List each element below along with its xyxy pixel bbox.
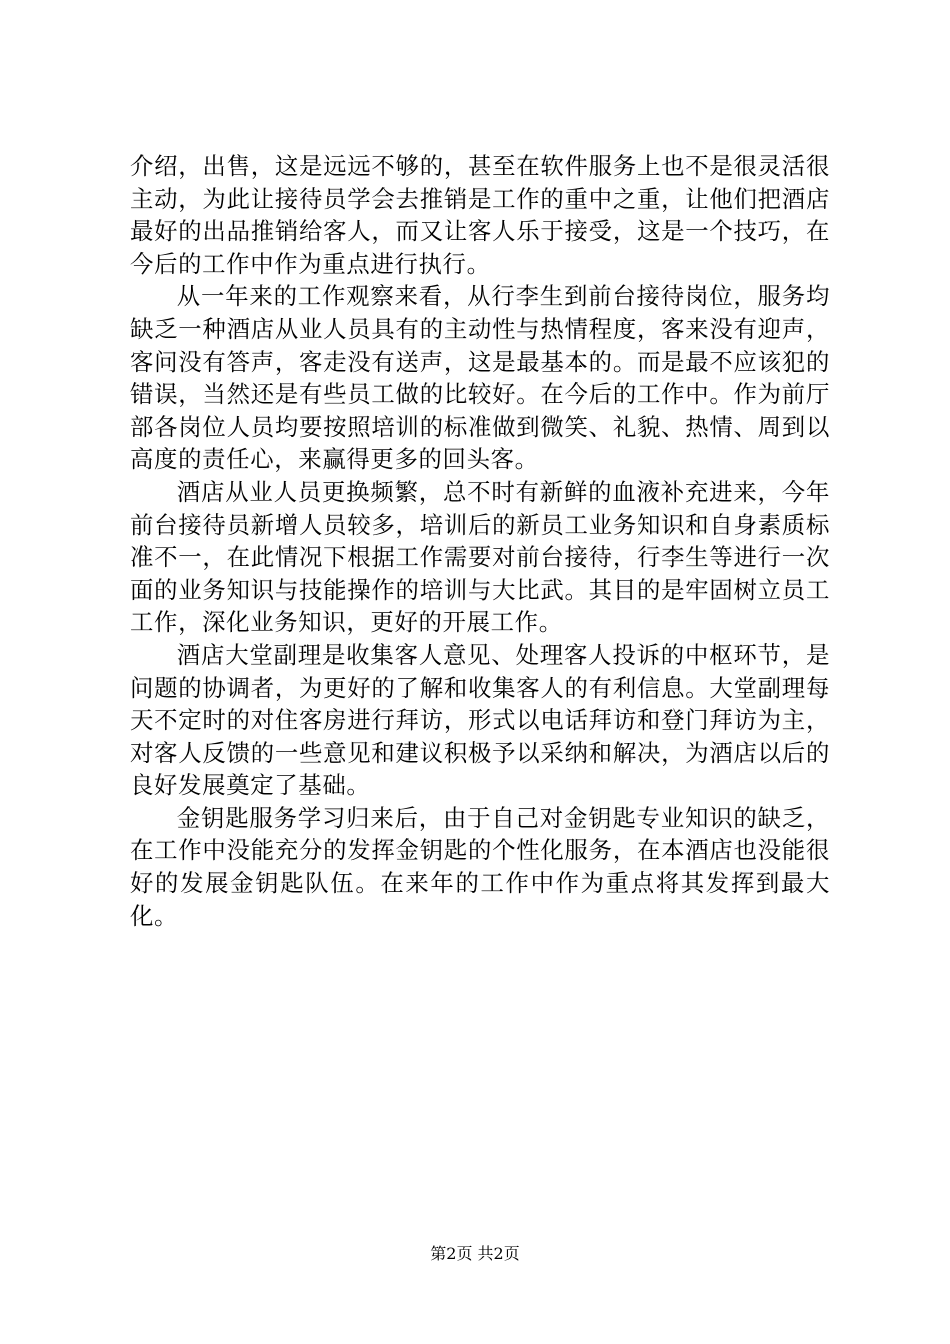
paragraph-lobby-manager: 酒店大堂副理是收集客人意见、处理客人投诉的中枢环节，是问题的协调者，为更好的了解和收集客人的有利信息。大堂副理每天不定时的对住客房进行拜访，形式以电话拜访和登门拜访为主，对客人反馈的一些意见和建议积极予以采纳和解决，为酒店以后的良好发展奠定了基础。 [130, 640, 830, 800]
page-number-footer: 第2页 共2页 [430, 1244, 520, 1263]
paragraph-service-observation: 从一年来的工作观察来看，从行李生到前台接待岗位，服务均缺乏一种酒店从业人员具有的主动性与热情程度，客来没有迎声，客问没有答声，客走没有送声，这是最基本的。而是最不应该犯的错误，当然还是有些员工做的比较好。在今后的工作中。作为前厅部各岗位人员均要按照培训的标准做到微笑、礼貌、热情、周到以高度的责任心，来赢得更多的回头客。 [130, 282, 830, 474]
document-body [130, 150, 830, 932]
paragraph-staff-training: 酒店从业人员更换频繁，总不时有新鲜的血液补充进来，今年前台接待员新增人员较多，培训后的新员工业务知识和自身素质标准不一，在此情况下根据工作需要对前台接待，行李生等进行一次面的业务知识与技能操作的培训与大比武。其目的是牢固树立员工工作，深化业务知识，更好的开展工作。 [130, 477, 830, 637]
paragraph-continued: 介绍，出售，这是远远不够的，甚至在软件服务上也不是很灵活很主动，为此让接待员学会去推销是工作的重中之重，让他们把酒店最好的出品推销给客人，而又让客人乐于接受，这是一个技巧，在今后的工作中作为重点进行执行。 [130, 152, 830, 278]
paragraph-golden-key: 金钥匙服务学习归来后，由于自己对金钥匙专业知识的缺乏，在工作中没能充分的发挥金钥匙的个性化服务，在本酒店也没能很好的发展金钥匙队伍。在来年的工作中作为重点将其发挥到最大化。 [130, 803, 830, 930]
